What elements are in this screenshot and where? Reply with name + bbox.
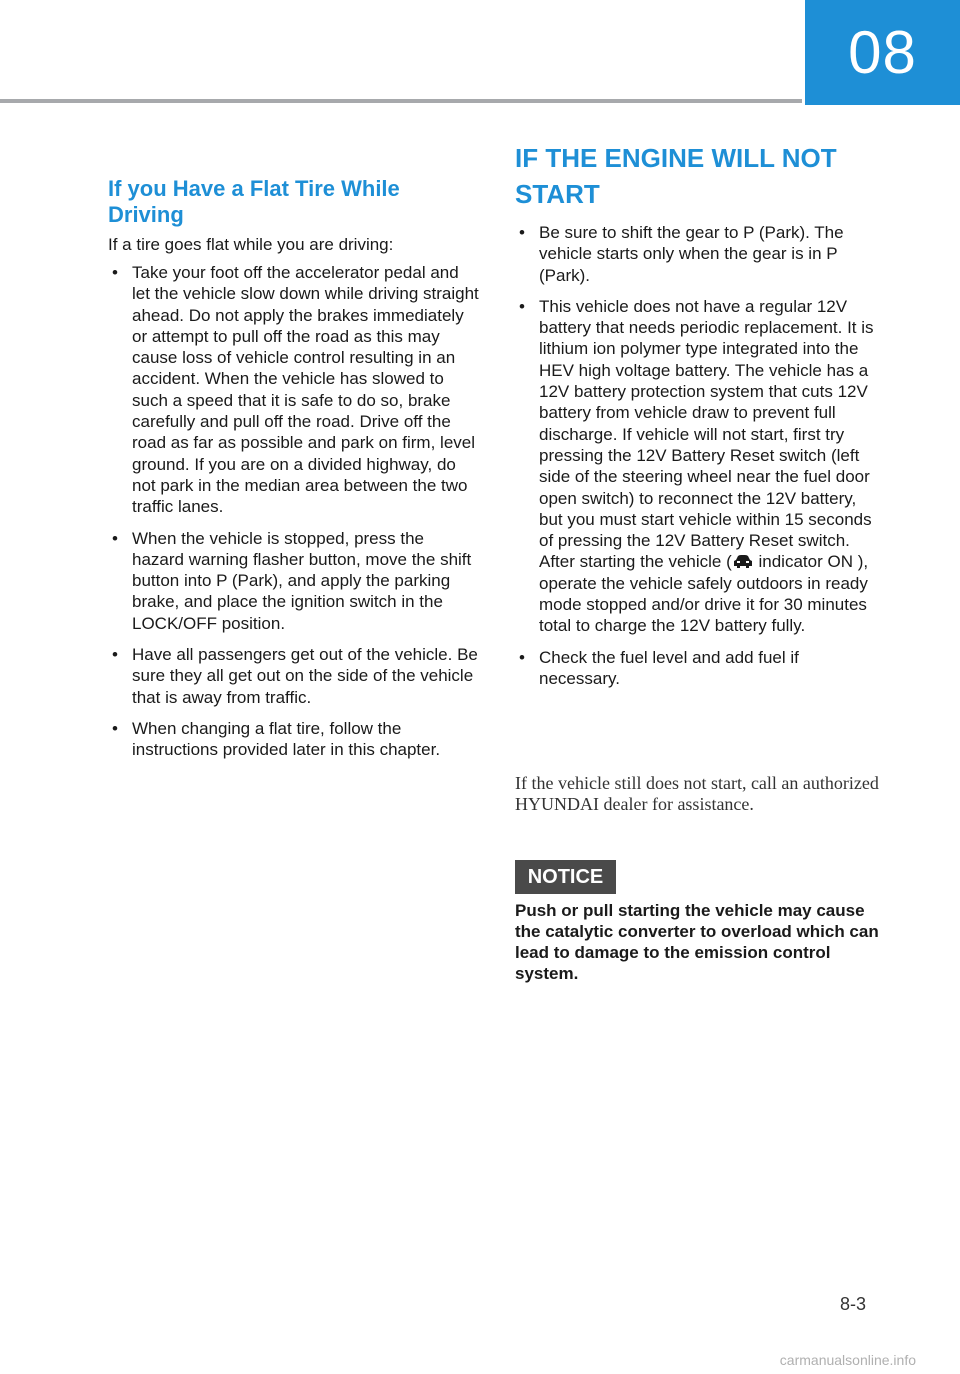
list-item-text: When the vehicle is stopped, press the hazard warning flasher button, move the shift button into P (Park), and apply the parking brake, and place the ignition switch in the LOCK/OFF position. xyxy=(132,528,472,633)
list-item-text: Check the fuel level and add fuel if necessary. xyxy=(539,647,799,688)
bullet-icon: • xyxy=(112,528,118,548)
list-item-text: Take your foot off the accelerator pedal and let the vehicle slow down while driving straight ahead. Do not apply the brakes immediately or attempt to pull off the road as this may cause loss of vehicle control resulting in an accident. When the vehicle has slowed to such a speed that it is safe to do so, brake carefully and pull off the road. Drive off the road as far as possible and park on firm, level ground. If you are on a divided highway, do not park in the median area between the two traffic lanes. xyxy=(132,263,479,517)
page-number: 8-3 xyxy=(840,1294,867,1314)
bullet-icon: • xyxy=(519,296,525,316)
engine-start-list xyxy=(515,222,880,699)
ready-car-indicator-icon xyxy=(732,554,754,569)
bullet-icon: • xyxy=(112,645,118,665)
list-item-text: Have all passengers get out of the vehicle. Be sure they all get out on the side of the vehicle that is away from traffic. xyxy=(132,645,478,707)
flat-tire-list xyxy=(108,262,480,771)
flat-tire-heading: If you Have a Flat Tire While Driving xyxy=(108,176,400,227)
list-item xyxy=(515,647,880,690)
engine-start-heading: IF THE ENGINE WILL NOT START xyxy=(515,143,837,209)
list-item-text-before: This vehicle does not have a regular 12V battery that needs periodic replacement. It is lithium ion polymer type integrated into the HEV high voltage battery. The vehicle has a 12V battery protection system that cuts 12V battery from vehicle draw to prevent full discharge. If vehicle will not start, first try pressing the 12V Battery Reset switch (left side of the steering wheel near the fuel door open switch) to reconnect the 12V battery, but you must start vehicle within 15 seconds of pressing the 12V Battery Reset switch. After starting the vehicle ( xyxy=(539,296,874,572)
flat-tire-intro: If a tire goes flat while you are driving: xyxy=(108,235,394,254)
list-item-text-after: indicator ON ), operate the vehicle safely outdoors in ready mode stopped and/or drive it for 30 minutes total to charge the 12V battery fully. xyxy=(539,552,869,636)
list-item xyxy=(108,262,480,518)
list-item xyxy=(515,296,880,637)
dealer-note: If the vehicle still does not start, call an authorized HYUNDAI dealer for assistance. xyxy=(515,773,879,814)
bullet-icon: • xyxy=(112,263,118,282)
list-item xyxy=(108,644,480,708)
notice-badge: NOTICE xyxy=(515,860,616,894)
chapter-number: 08 xyxy=(848,19,917,86)
list-item-text: Be sure to shift the gear to P (Park). The vehicle starts only when the gear is in P (Park). xyxy=(539,223,844,285)
header-rule xyxy=(0,99,802,103)
watermark: carmanualsonline.info xyxy=(779,1352,916,1368)
list-item xyxy=(515,222,880,286)
list-item-text: When changing a flat tire, follow the instructions provided later in this chapter. xyxy=(132,718,441,760)
list-item xyxy=(108,718,480,761)
chapter-tab xyxy=(805,0,960,105)
bullet-icon: • xyxy=(519,223,525,242)
bullet-icon: • xyxy=(112,718,118,738)
list-item xyxy=(108,528,480,634)
notice-text: Push or pull starting the vehicle may cause the catalytic converter to overload which can lead to damage to the emission control system. xyxy=(515,901,879,983)
bullet-icon: • xyxy=(519,647,525,667)
